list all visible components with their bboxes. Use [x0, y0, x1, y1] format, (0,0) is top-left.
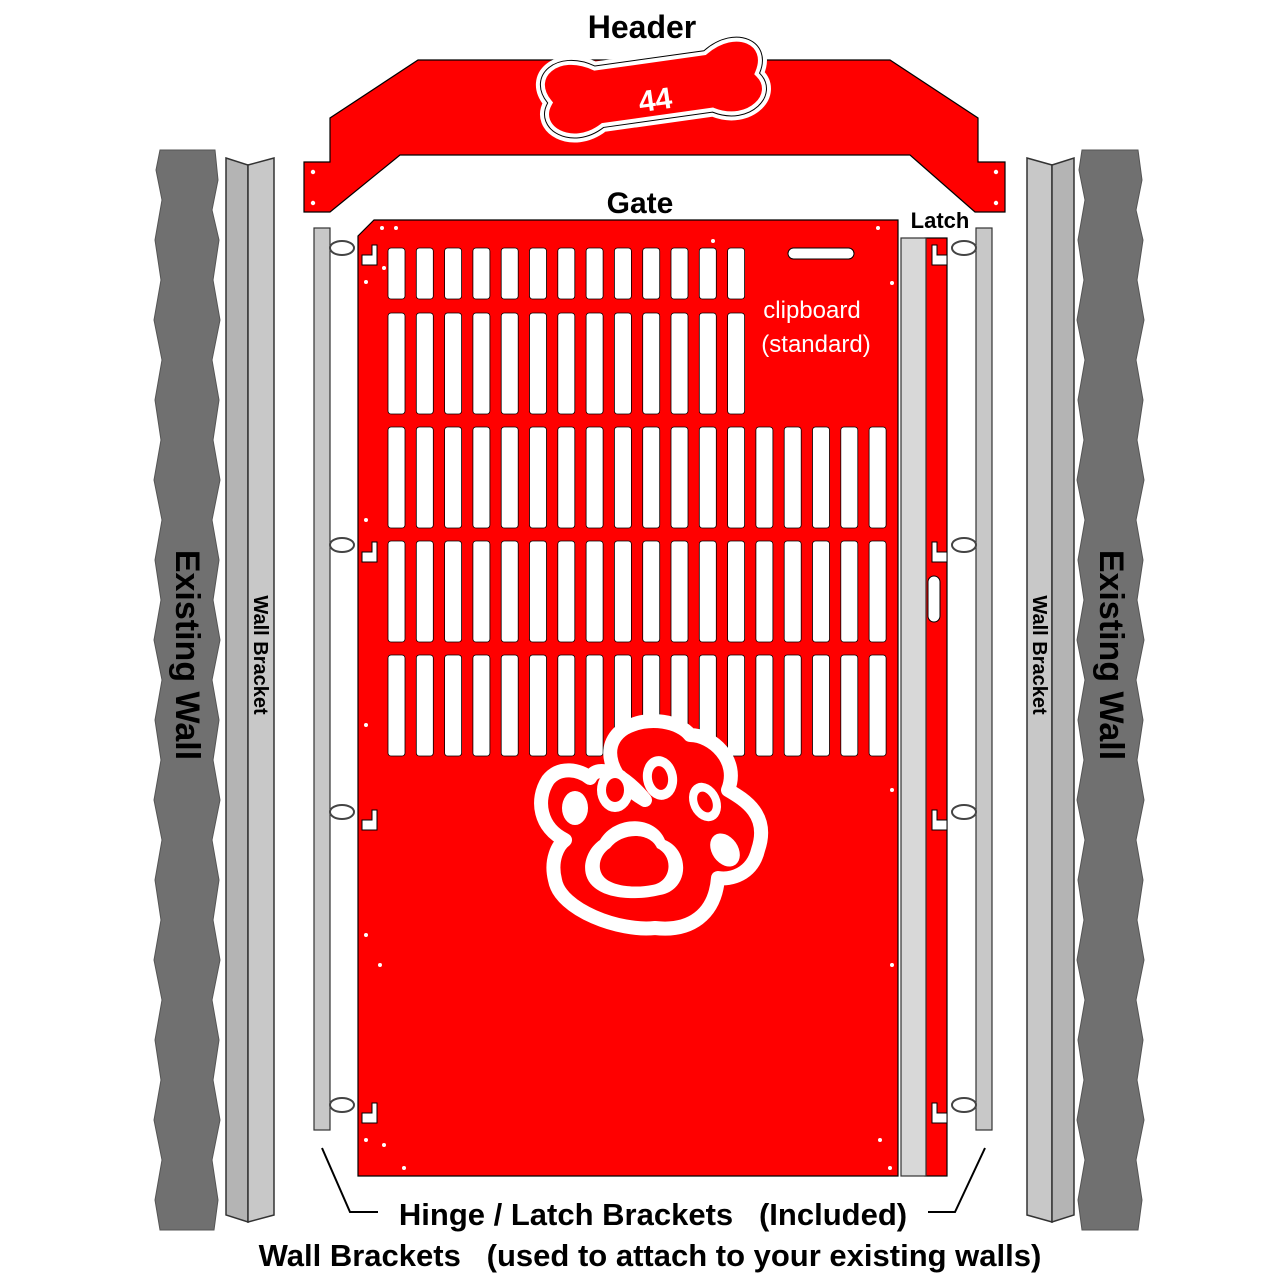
hinge-rings-right — [952, 241, 976, 1112]
vent-slot — [869, 541, 886, 642]
vent-slot — [416, 541, 433, 642]
vent-slot — [530, 655, 547, 756]
latch-bracket-bar — [976, 228, 992, 1130]
vent-slot — [558, 541, 575, 642]
vent-slot — [445, 248, 462, 299]
vent-slot — [699, 427, 716, 528]
vent-slot — [530, 248, 547, 299]
vent-slot — [388, 541, 405, 642]
vent-slot — [728, 655, 745, 756]
vent-slot — [728, 541, 745, 642]
hinge-latch-brackets-caption: Hinge / Latch Brackets (Included) — [398, 1197, 908, 1232]
latch-assembly — [901, 238, 947, 1176]
clipboard-label-line2: (standard) — [761, 331, 871, 358]
vent-slot — [614, 248, 631, 299]
vent-slot — [813, 541, 830, 642]
vent-slot — [501, 248, 518, 299]
vent-slot — [416, 248, 433, 299]
vent-slot — [614, 313, 631, 414]
vent-slot — [671, 313, 688, 414]
vent-slot — [530, 313, 547, 414]
vent-slot — [416, 427, 433, 528]
vent-slot — [728, 313, 745, 414]
vent-slot — [728, 248, 745, 299]
latch-bar — [901, 238, 926, 1176]
vent-slot — [558, 248, 575, 299]
vent-slot — [699, 313, 716, 414]
vent-slot — [841, 655, 858, 756]
vent-slot — [473, 313, 490, 414]
vent-slot — [728, 427, 745, 528]
vent-slot — [445, 541, 462, 642]
vent-slot — [501, 427, 518, 528]
vent-slot — [586, 248, 603, 299]
vent-slot — [643, 541, 660, 642]
vent-slot — [671, 248, 688, 299]
vent-slot — [388, 313, 405, 414]
vent-slot — [841, 541, 858, 642]
vent-slot — [558, 313, 575, 414]
vent-slot — [473, 541, 490, 642]
vent-slot — [445, 427, 462, 528]
vent-slot — [784, 541, 801, 642]
header-number: 44 — [636, 81, 675, 120]
vent-slot — [388, 248, 405, 299]
vent-slot — [501, 655, 518, 756]
vent-slot — [558, 655, 575, 756]
vent-slot — [445, 313, 462, 414]
vent-slot — [473, 427, 490, 528]
hinge-bracket-bar — [314, 228, 330, 1130]
vent-slot — [586, 541, 603, 642]
vent-slot — [501, 541, 518, 642]
clipboard-label-line1: clipboard — [763, 297, 861, 324]
vent-slot — [586, 655, 603, 756]
vent-slot — [671, 541, 688, 642]
vent-slot — [699, 541, 716, 642]
wall-brackets-caption: Wall Brackets (used to attach to your existing walls) — [258, 1238, 1042, 1273]
handle-slot — [788, 248, 854, 259]
vent-slot — [416, 655, 433, 756]
gate-label: Gate — [606, 187, 674, 220]
vent-slot — [699, 248, 716, 299]
latch-label: Latch — [910, 208, 970, 233]
vent-slot — [643, 248, 660, 299]
existing-wall-left-label: Existing Wall — [168, 549, 206, 761]
vent-slot — [813, 427, 830, 528]
vent-slot — [586, 313, 603, 414]
vent-slot — [643, 313, 660, 414]
vent-slot — [756, 655, 773, 756]
vent-slot — [473, 655, 490, 756]
vent-slot — [869, 427, 886, 528]
vent-slot — [614, 427, 631, 528]
gate-panel — [358, 220, 898, 1176]
vent-slot — [784, 655, 801, 756]
vent-slot — [614, 541, 631, 642]
vent-slot — [388, 655, 405, 756]
vent-slot — [671, 427, 688, 528]
vent-slot — [530, 427, 547, 528]
hinge-rings-left — [330, 241, 354, 1112]
vent-slot — [784, 427, 801, 528]
vent-slot — [586, 427, 603, 528]
vent-slot — [558, 427, 575, 528]
header-label: Header — [587, 9, 697, 45]
vent-slot — [445, 655, 462, 756]
vent-slot — [841, 427, 858, 528]
vent-slot — [473, 248, 490, 299]
vent-slot — [416, 313, 433, 414]
wall-bracket-left-label: Wall Bracket — [249, 595, 271, 715]
vent-slot — [869, 655, 886, 756]
vent-slot — [643, 427, 660, 528]
vent-slot — [530, 541, 547, 642]
wall-bracket-right-label: Wall Bracket — [1028, 595, 1050, 715]
vent-slot — [501, 313, 518, 414]
vent-slot — [388, 427, 405, 528]
vent-slot — [756, 541, 773, 642]
vent-slot — [813, 655, 830, 756]
vent-slot — [756, 427, 773, 528]
existing-wall-right-label: Existing Wall — [1092, 549, 1130, 761]
